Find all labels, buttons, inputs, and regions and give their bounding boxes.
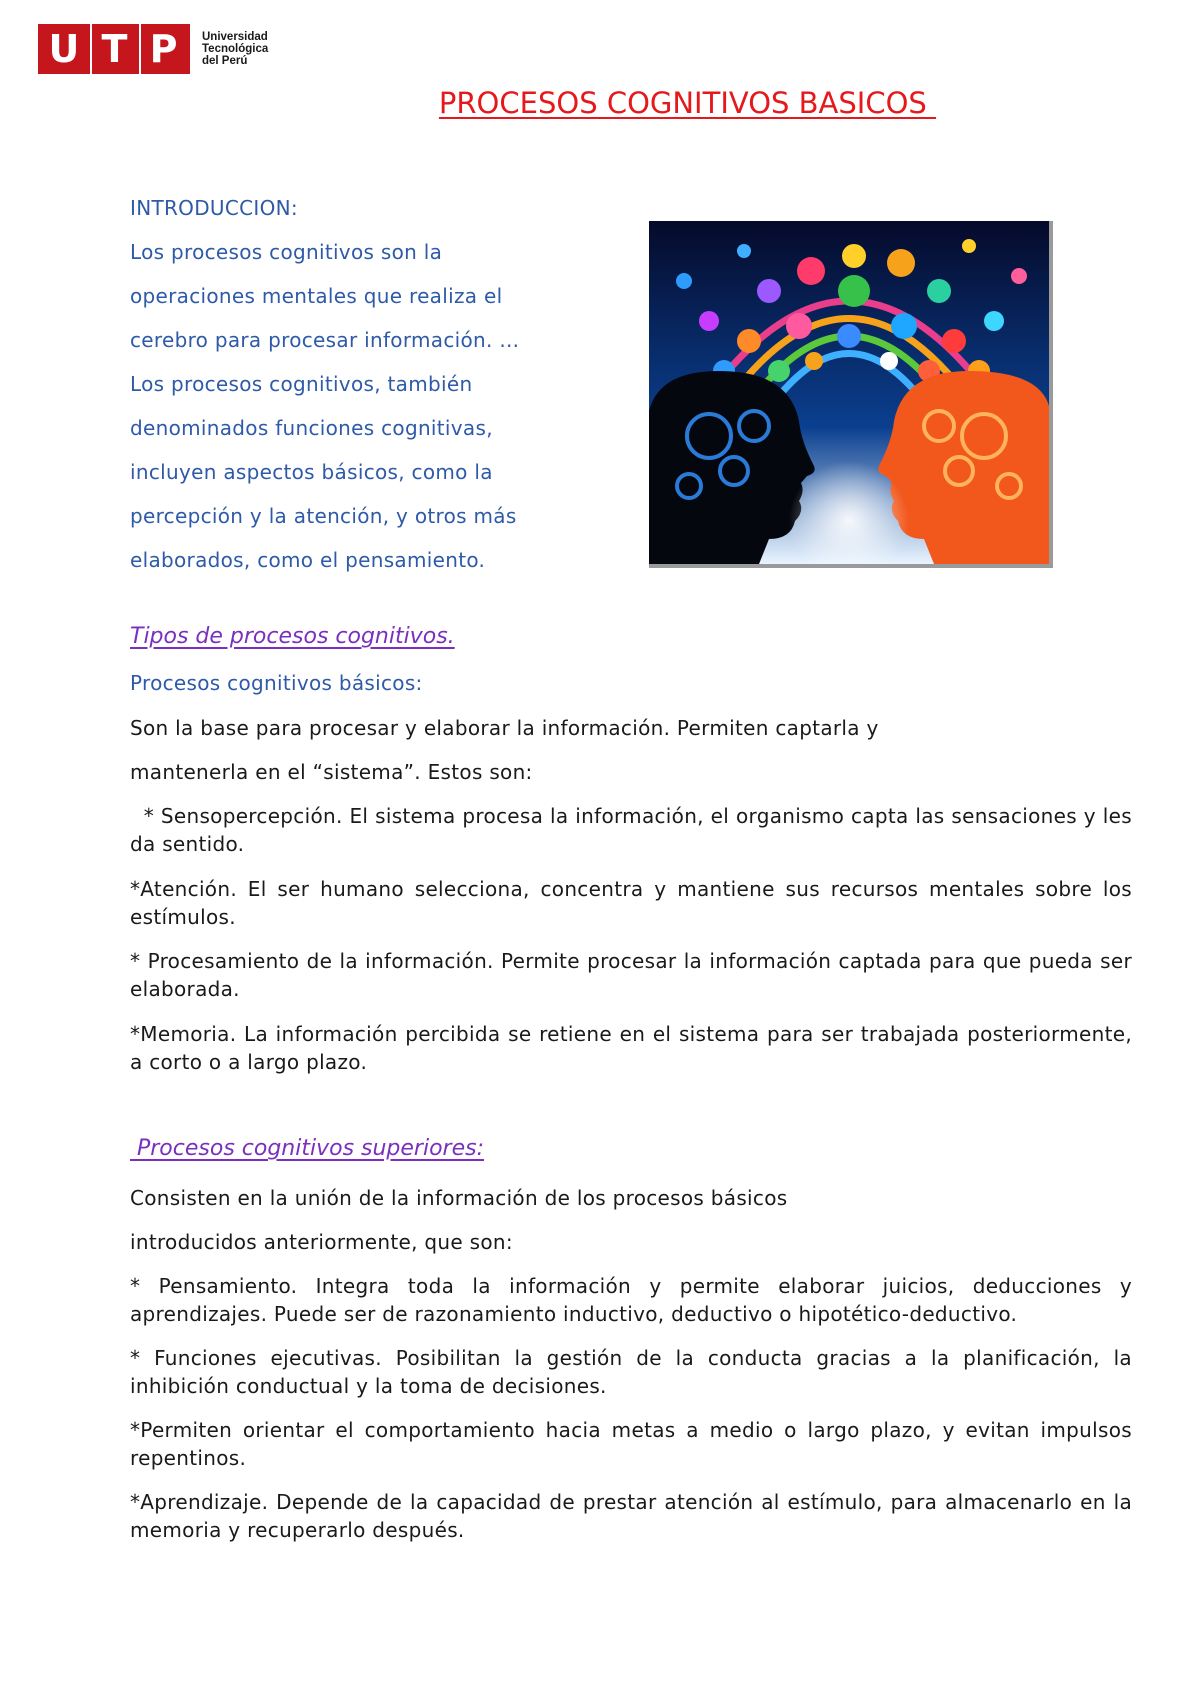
brain-network-illustration (649, 221, 1053, 568)
two-heads-brain-network-icon (649, 221, 1049, 564)
basicos-item-atencion: *Atención. El ser humano selecciona, concentra y mantiene sus recursos mentales sobre los estímulos. (130, 877, 1132, 929)
intro-line: denominados funciones cognitivas, (130, 416, 493, 440)
intro-line: percepción y la atención, y otros más (130, 504, 517, 528)
superiores-intro-line-1: Consisten en la unión de la información de los procesos básicos (130, 1186, 788, 1210)
intro-line: Los procesos cognitivos, también (130, 372, 473, 396)
basicos-intro-line-2: mantenerla en el “sistema”. Estos son: (130, 760, 533, 784)
intro-line: cerebro para procesar información. ... (130, 328, 520, 352)
logo-letter-t: T (101, 27, 130, 71)
intro-line: operaciones mentales que realiza el (130, 284, 503, 308)
logo-separator (139, 24, 141, 74)
basicos-item-procesamiento: * Procesamiento de la información. Permite procesar la información captada para que pueda ser elaborada. (130, 949, 1132, 1001)
intro-line: incluyen aspectos básicos, como la (130, 460, 493, 484)
logo-letter-p: P (149, 27, 180, 71)
logo-letter-u: U (48, 27, 82, 71)
superiores-intro-line-2: introducidos anteriormente, que son: (130, 1230, 513, 1254)
logo-line-2: Tecnológica (202, 43, 269, 55)
superiores-item-funciones-ejecutivas: * Funciones ejecutivas. Posibilitan la gestión de la conducta gracias a la planificación, la inhibición conductual y la toma de decisiones. (130, 1346, 1132, 1398)
basicos-heading: Procesos cognitivos básicos: (130, 671, 423, 695)
utp-logo (38, 24, 268, 74)
intro-line: elaborados, como el pensamiento. (130, 548, 486, 572)
logo-line-1: Universidad (202, 31, 268, 43)
logo-wordmark (202, 31, 268, 67)
intro-line: Los procesos cognitivos son la (130, 240, 443, 264)
superiores-item-metas: *Permiten orientar el comportamiento hacia metas a medio o largo plazo, y evitan impulsos repentinos. (130, 1418, 1132, 1470)
logo-line-3: del Perú (202, 55, 248, 67)
superiores-item-pensamiento: * Pensamiento. Integra toda la información y permite elaborar juicios, deducciones y aprendizajes. Puede ser de razonamiento inductivo, deductivo o hipotético-deductivo. (130, 1274, 1132, 1326)
page-title: PROCESOS COGNITIVOS BASICOS (438, 86, 937, 120)
logo-separator (90, 24, 92, 74)
tipos-heading: Tipos de procesos cognitivos. (130, 624, 455, 649)
intro-heading: INTRODUCCION: (130, 196, 298, 220)
superiores-heading: Procesos cognitivos superiores: (130, 1136, 484, 1161)
basicos-item-sensopercepcion: * Sensopercepción. El sistema procesa la información, el organismo capta las sensaciones y les da sentido. (130, 804, 1139, 856)
utp-logo-mark (38, 24, 190, 74)
basicos-item-memoria: *Memoria. La información percibida se retiene en el sistema para ser trabajada posteriormente, a corto o a largo plazo. (130, 1022, 1132, 1074)
intro-block (130, 186, 600, 582)
superiores-item-aprendizaje: *Aprendizaje. Depende de la capacidad de prestar atención al estímulo, para almacenarlo en la memoria y recuperarlo después. (130, 1490, 1132, 1542)
basicos-intro-line-1: Son la base para procesar y elaborar la información. Permiten captarla y (130, 716, 879, 740)
